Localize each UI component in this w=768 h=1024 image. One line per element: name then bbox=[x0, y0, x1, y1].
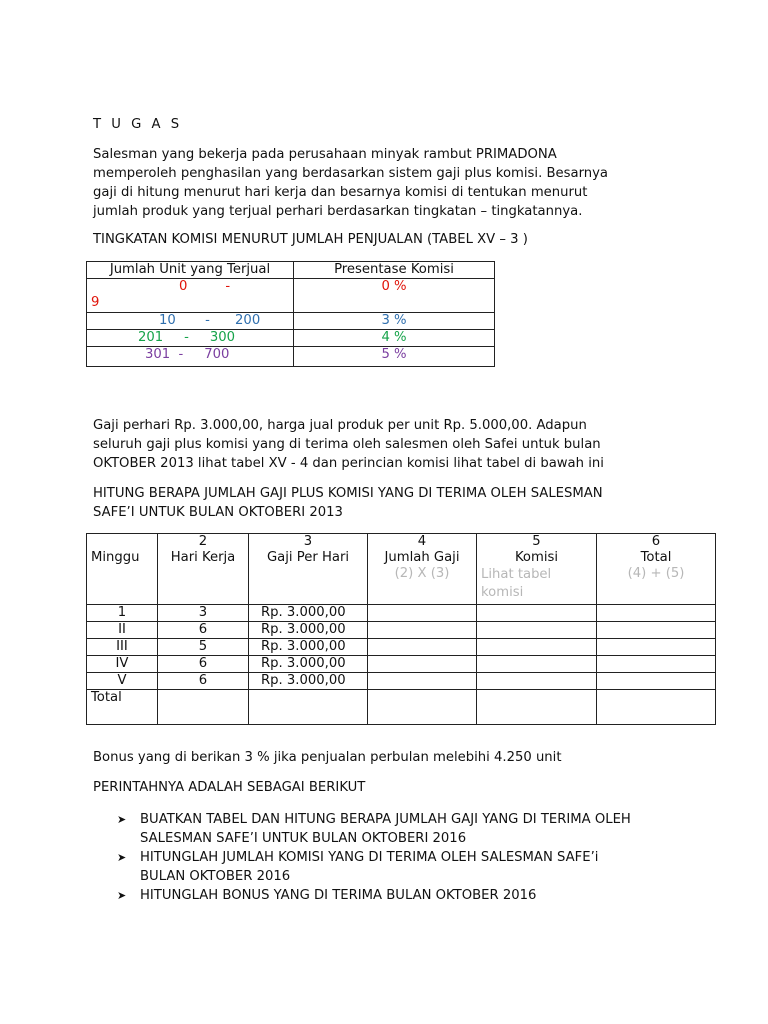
total-wage-cell bbox=[368, 639, 477, 656]
workdays-cell: 5 bbox=[158, 639, 249, 656]
header-cell-total bbox=[597, 534, 716, 605]
workdays-cell: 3 bbox=[158, 605, 249, 622]
daily-wage-cell: Rp. 3.000,00 bbox=[249, 622, 368, 639]
daily-wage-cell: Rp. 3.000,00 bbox=[249, 605, 368, 622]
empty-cell bbox=[158, 690, 249, 725]
instructions-heading: PERINTAHNYA ADALAH SEBAGAI BERIKUT bbox=[93, 780, 366, 795]
column-formula-note: Lihat tabel komisi bbox=[481, 567, 552, 600]
paragraph-line: seluruh gaji plus komisi yang di terima oleh salesmen oleh Safei untuk bulan bbox=[93, 437, 601, 452]
table-row bbox=[87, 639, 716, 656]
column-header: Jumlah Gaji bbox=[384, 550, 460, 565]
arrowhead-bullet-icon: ➤ bbox=[117, 851, 127, 864]
arrowhead-bullet-icon: ➤ bbox=[117, 813, 127, 826]
commission-tier-table bbox=[86, 261, 495, 367]
total-cell bbox=[597, 673, 716, 690]
paragraph-line: jumlah produk yang terjual perhari berdasarkan tingkatan – tingkatannya. bbox=[93, 204, 583, 219]
table-row bbox=[87, 313, 495, 330]
header-cell-minggu bbox=[87, 534, 158, 605]
task-line: HITUNGLAH JUMLAH KOMISI YANG DI TERIMA OLEH SALESMAN SAFE’i bbox=[140, 850, 599, 865]
column-header: Gaji Per Hari bbox=[266, 550, 350, 565]
workdays-cell: 6 bbox=[158, 622, 249, 639]
table-row bbox=[87, 673, 716, 690]
header-cell-komisi bbox=[477, 534, 597, 605]
table-row bbox=[87, 656, 716, 673]
total-cell bbox=[597, 656, 716, 673]
empty-cell bbox=[477, 690, 597, 725]
unit-range-cell: 201 - 300 bbox=[87, 330, 294, 347]
week-cell: II bbox=[87, 622, 158, 639]
column-number: 3 bbox=[303, 534, 313, 549]
workdays-cell: 6 bbox=[158, 673, 249, 690]
column-header: Total bbox=[640, 550, 672, 565]
range-end: 9 bbox=[91, 295, 100, 310]
column-header: Presentase Komisi bbox=[294, 262, 495, 279]
task-line: HITUNGLAH BONUS YANG DI TERIMA BULAN OKTOBER 2016 bbox=[140, 888, 537, 903]
table-row bbox=[87, 622, 716, 639]
unit-range-cell: 10 - 200 bbox=[87, 313, 294, 330]
column-header: Hari Kerja bbox=[170, 550, 236, 565]
range-dash: - bbox=[225, 279, 231, 294]
column-number bbox=[91, 534, 153, 550]
task-line: BULAN OKTOBER 2016 bbox=[140, 869, 291, 884]
column-formula-note: (2) X (3) bbox=[394, 566, 450, 581]
list-item bbox=[117, 848, 717, 886]
unit-range-cell: 301 - 700 bbox=[87, 347, 294, 367]
header-cell-jumlah-gaji bbox=[368, 534, 477, 605]
table-total-row bbox=[87, 690, 716, 725]
range-start: 0 bbox=[179, 279, 188, 294]
percentage-cell: 3 % bbox=[294, 313, 495, 330]
column-number: 6 bbox=[651, 534, 661, 549]
week-cell: 1 bbox=[87, 605, 158, 622]
instructions-list bbox=[117, 810, 717, 905]
table-header-row bbox=[87, 262, 495, 279]
list-item bbox=[117, 886, 717, 905]
total-wage-cell bbox=[368, 622, 477, 639]
column-number: 5 bbox=[532, 534, 541, 549]
paragraph-line: Gaji perhari Rp. 3.000,00, harga jual produk per unit Rp. 5.000,00. Adapun bbox=[93, 418, 587, 433]
paragraph-line: gaji di hitung menurut hari kerja dan besarnya komisi di tentukan menurut bbox=[93, 185, 588, 200]
total-wage-cell bbox=[368, 656, 477, 673]
percentage-cell: 4 % bbox=[294, 330, 495, 347]
unit-range-cell bbox=[87, 279, 294, 313]
percentage-cell: 5 % bbox=[294, 347, 495, 367]
header-cell-hari-kerja bbox=[158, 534, 249, 605]
column-formula-note: (4) + (5) bbox=[627, 566, 685, 581]
salary-paragraph bbox=[93, 416, 604, 473]
daily-wage-cell: Rp. 3.000,00 bbox=[249, 639, 368, 656]
bonus-text: Bonus yang di berikan 3 % jika penjualan perbulan melebihi 4.250 unit bbox=[93, 750, 562, 765]
table-row bbox=[87, 330, 495, 347]
table-row bbox=[87, 279, 495, 313]
table2-heading bbox=[93, 484, 603, 522]
total-wage-cell bbox=[368, 605, 477, 622]
task-line: BUATKAN TABEL DAN HITUNG BERAPA JUMLAH GAJI YANG DI TERIMA OLEH bbox=[140, 812, 631, 827]
week-cell: IV bbox=[87, 656, 158, 673]
empty-cell bbox=[368, 690, 477, 725]
table-row bbox=[87, 605, 716, 622]
header-cell-gaji-per-hari bbox=[249, 534, 368, 605]
heading-line: HITUNG BERAPA JUMLAH GAJI PLUS KOMISI YANG DI TERIMA OLEH SALESMAN bbox=[93, 486, 603, 501]
total-wage-cell bbox=[368, 673, 477, 690]
column-number: 4 bbox=[417, 534, 427, 549]
week-cell: III bbox=[87, 639, 158, 656]
table1-caption: TINGKATAN KOMISI MENURUT JUMLAH PENJUALAN (TABEL XV – 3 ) bbox=[93, 232, 528, 247]
table-row bbox=[87, 347, 495, 367]
empty-cell bbox=[249, 690, 368, 725]
table-header-row bbox=[87, 534, 716, 605]
commission-cell bbox=[477, 639, 597, 656]
paragraph-line: memperoleh penghasilan yang berdasarkan sistem gaji plus komisi. Besarnya bbox=[93, 166, 609, 181]
intro-paragraph bbox=[93, 145, 608, 221]
list-item bbox=[117, 810, 717, 848]
daily-wage-cell: Rp. 3.000,00 bbox=[249, 656, 368, 673]
arrowhead-bullet-icon: ➤ bbox=[117, 889, 127, 902]
salary-commission-table bbox=[86, 533, 716, 725]
task-line: SALESMAN SAFE’I UNTUK BULAN OKTOBERI 2016 bbox=[140, 831, 467, 846]
total-cell bbox=[597, 639, 716, 656]
week-cell: V bbox=[87, 673, 158, 690]
heading-line: SAFE’I UNTUK BULAN OKTOBERI 2013 bbox=[93, 505, 343, 520]
commission-cell bbox=[477, 673, 597, 690]
commission-cell bbox=[477, 605, 597, 622]
total-label-cell: Total bbox=[87, 690, 158, 725]
percentage-cell: 0 % bbox=[294, 279, 495, 313]
workdays-cell: 6 bbox=[158, 656, 249, 673]
commission-cell bbox=[477, 656, 597, 673]
total-cell bbox=[597, 622, 716, 639]
paragraph-line: OKTOBER 2013 lihat tabel XV - 4 dan perincian komisi lihat tabel di bawah ini bbox=[93, 456, 604, 471]
commission-cell bbox=[477, 622, 597, 639]
paragraph-line: Salesman yang bekerja pada perusahaan minyak rambut PRIMADONA bbox=[93, 147, 557, 162]
daily-wage-cell: Rp. 3.000,00 bbox=[249, 673, 368, 690]
empty-cell bbox=[597, 690, 716, 725]
column-number: 2 bbox=[198, 534, 208, 549]
total-cell bbox=[597, 605, 716, 622]
page-title: T U G A S bbox=[93, 117, 183, 132]
column-header: Komisi bbox=[514, 550, 559, 565]
column-header: Minggu bbox=[91, 550, 140, 565]
column-header: Jumlah Unit yang Terjual bbox=[87, 262, 294, 279]
